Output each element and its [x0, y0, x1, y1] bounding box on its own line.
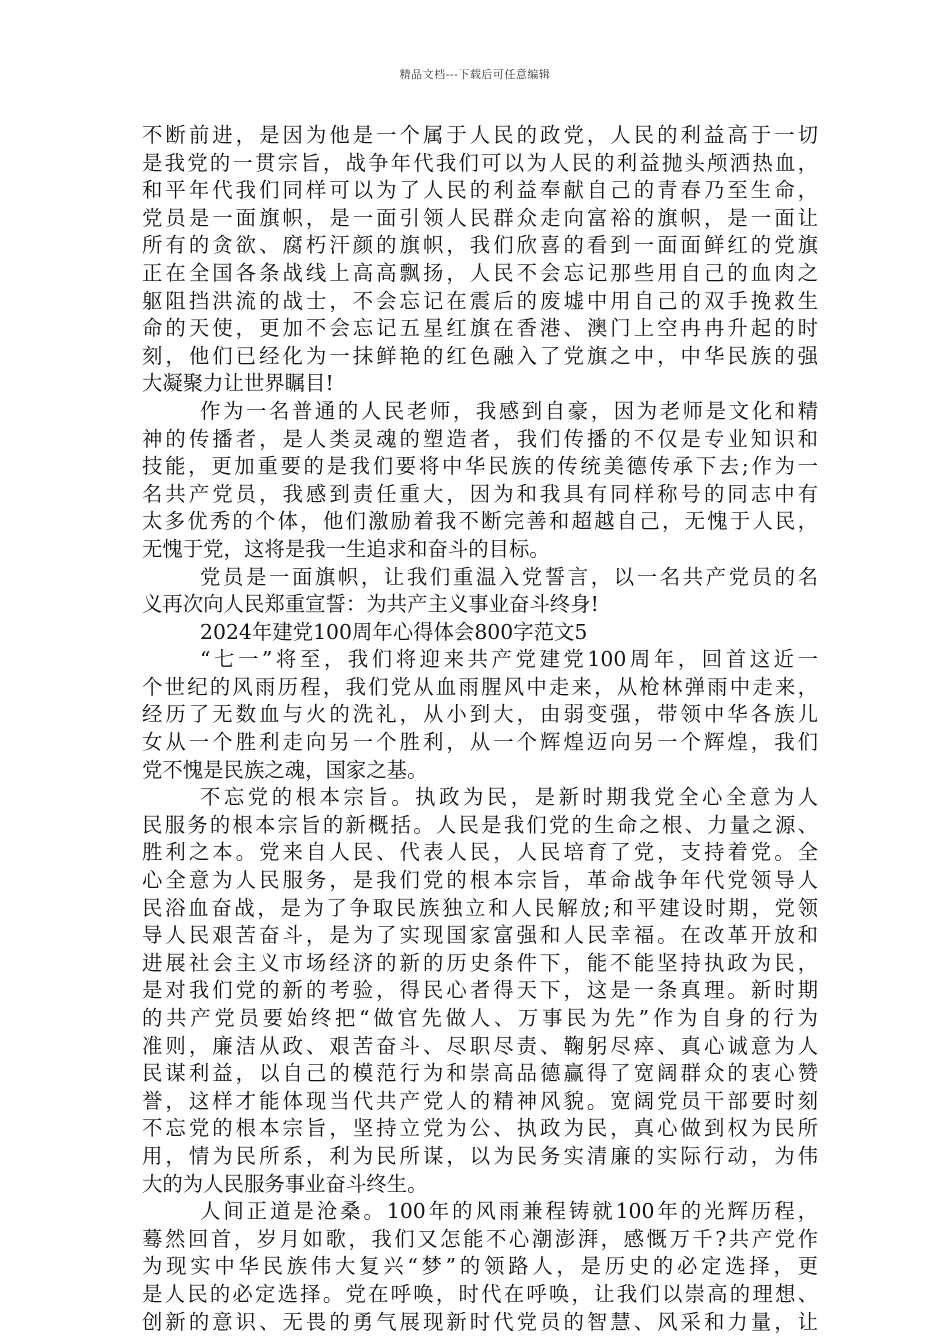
text-line: 准则，廉洁从政、艰苦奋斗、尽职尽责、鞠躬尽瘁、真心诚意为人	[142, 1033, 818, 1058]
text-line: 党不愧是民族之魂，国家之基。	[142, 757, 428, 782]
text-line: 太多优秀的个体，他们激励着我不断完善和超越自己，无愧于人民，	[142, 509, 818, 534]
text-line: 心全意为人民服务，是我们党的根本宗旨，革命战争年代党领导人	[142, 868, 818, 893]
paragraph-start-line: 作为一名普通的人民老师，我感到自豪，因为老师是文化和精	[200, 398, 818, 423]
text-line: 经历了无数血与火的洗礼，从小到大，由弱变强，带领中华各族儿	[142, 702, 818, 727]
paragraph-start-line: “七一”将至，我们将迎来共产党建党100周年，回首这近一	[200, 647, 818, 672]
text-line: 誉，这样才能体现当代共产党人的精神风貌。宽阔党员干部要时刻	[142, 1088, 818, 1113]
text-line: 技能，更加重要的是我们要将中华民族的传统美德传承下去;作为一	[142, 454, 818, 479]
text-line: 为现实中华民族伟大复兴“梦”的领路人，是历史的必定选择，更	[142, 1254, 818, 1279]
text-line: 不断前进，是因为他是一个属于人民的政党，人民的利益高于一切	[142, 123, 818, 147]
text-line: 女从一个胜利走向另一个胜利，从一个辉煌迈向另一个辉煌，我们	[142, 730, 818, 755]
text-line: 是对我们党的新的考验，得民心者得天下，这是一条真理。新时期	[142, 978, 818, 1003]
text-line: 的共产党员要始终把“做官先做人、万事民为先”作为自身的行为	[142, 1006, 818, 1030]
document-body	[142, 122, 818, 1336]
text-line: 所有的贪欲、腐朽汗颜的旗帜，我们欣喜的看到一面面鲜红的党旗	[142, 233, 818, 258]
text-line: 用，情为民所系，利为民所谋，以为民务实清廉的实际行动，为伟	[142, 1143, 818, 1168]
paragraph-start-line: 人间正道是沧桑。100年的风雨兼程铸就100年的光辉历程，	[200, 1199, 818, 1224]
text-line: 导人民艰苦奋斗，是为了实现国家富强和人民幸福。在改革开放和	[142, 923, 818, 948]
text-line: 命的天使，更加不会忘记五星红旗在香港、澳门上空冉冉升起的时	[142, 316, 818, 341]
text-line: 和平年代我们同样可以为了人民的利益奉献自己的青春乃至生命，	[142, 178, 818, 203]
text-line: 民服务的根本宗旨的新概括。人民是我们党的生命之根、力量之源、	[142, 812, 818, 837]
text-line: 大的为人民服务事业奋斗终生。	[142, 1171, 428, 1196]
text-line: 正在全国各条战线上高高飘扬，人民不会忘记那些用自己的血肉之	[142, 260, 818, 285]
text-line: 进展社会主义市场经济的新的历史条件下，能不能坚持执政为民，	[142, 950, 818, 975]
text-line: 民浴血奋战，是为了争取民族独立和人民解放;和平建设时期，党领	[142, 895, 818, 920]
section-heading: 2024年建党100周年心得体会800字范文5	[200, 619, 588, 644]
paragraph-start-line: 不忘党的根本宗旨。执政为民，是新时期我党全心全意为人	[200, 785, 818, 810]
text-line: 不忘党的根本宗旨，坚持立党为公、执政为民，真心做到权为民所	[142, 1116, 818, 1141]
text-line: 刻，他们已经化为一抹鲜艳的红色融入了党旗之中，中华民族的强	[142, 343, 818, 368]
page-header: 精品文档---下载后可任意编辑	[399, 68, 551, 81]
text-line: 大凝聚力让世界瞩目!	[142, 371, 334, 396]
paragraph-start-line: 党员是一面旗帜，让我们重温入党誓言，以一名共产党员的名	[200, 564, 818, 589]
text-line: 无愧于党，这将是我一生追求和奋斗的目标。	[142, 536, 550, 561]
text-line: 党员是一面旗帜，是一面引领人民群众走向富裕的旗帜，是一面让	[142, 205, 818, 230]
text-line: 胜利之本。党来自人民、代表人民，人民培育了党，支持着党。全	[142, 840, 818, 865]
text-line: 躯阻挡洪流的战士，不会忘记在震后的废墟中用自己的双手挽救生	[142, 288, 818, 313]
text-line: 创新的意识、无畏的勇气展现新时代党员的智慧、风采和力量，让	[142, 1309, 818, 1334]
text-line: 蓦然回首，岁月如歌，我们又怎能不心潮澎湃，感慨万千?共产党作	[142, 1226, 818, 1251]
text-line: 义再次向人民郑重宣誓：为共产主义事业奋斗终身!	[142, 592, 599, 617]
text-line: 民谋利益，以自己的模范行为和崇高品德赢得了宽阔群众的衷心赞	[142, 1061, 818, 1086]
text-line: 神的传播者，是人类灵魂的塑造者，我们传播的不仅是专业知识和	[142, 426, 818, 451]
text-line: 是人民的必定选择。党在呼唤，时代在呼唤，让我们以崇高的理想、	[142, 1281, 818, 1306]
text-line: 名共产党员，我感到责任重大，因为和我具有同样称号的同志中有	[142, 481, 818, 506]
text-line: 是我党的一贯宗旨，战争年代我们可以为人民的利益抛头颅洒热血，	[142, 150, 818, 175]
text-line: 个世纪的风雨历程，我们党从血雨腥风中走来，从枪林弹雨中走来，	[142, 674, 818, 699]
